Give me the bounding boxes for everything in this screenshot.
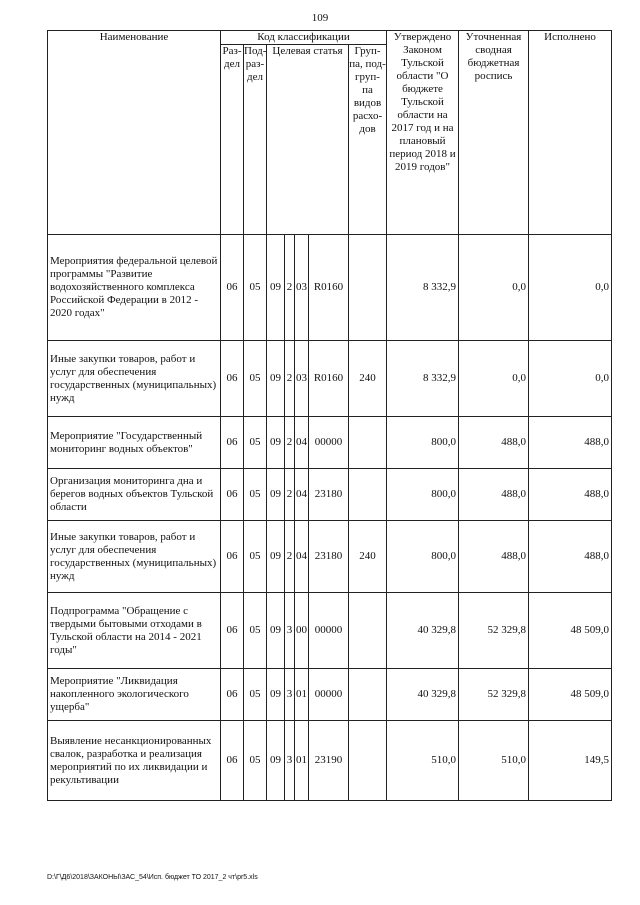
group-cell: 240: [349, 521, 387, 593]
refined-amount: 510,0: [459, 721, 529, 801]
target-part-1: 09: [267, 469, 285, 521]
file-path-footer: D:\Г\Д6\2018\ЗАКОНЫ\ЗАС_54\Исп. бюджет ТО 2017_2 чт\pr5.xls: [47, 874, 258, 881]
table-row: [48, 341, 612, 417]
header-razdel: Раз- дел: [221, 45, 244, 235]
table-row: [48, 235, 612, 341]
row-name: Выявление несанкционированных свалок, разработка и реализация мероприятий по их ликвидации и рекультивации: [48, 721, 221, 801]
target-part-3: 03: [295, 341, 309, 417]
refined-amount: 52 329,8: [459, 669, 529, 721]
approved-amount: 40 329,8: [387, 593, 459, 669]
header-group: Груп- па, под- груп- па видов расхо- дов: [349, 45, 387, 235]
table-row: [48, 417, 612, 469]
podrazdel-cell: 05: [244, 469, 267, 521]
refined-amount: 488,0: [459, 469, 529, 521]
razdel-cell: 06: [221, 593, 244, 669]
row-name: Подпрограмма "Обращение с твердыми бытовыми отходами в Тульской области на 2014 - 2021 годы": [48, 593, 221, 669]
table-row: [48, 469, 612, 521]
row-name: Мероприятие "Государственный мониторинг водных объектов": [48, 417, 221, 469]
target-part-3: 01: [295, 669, 309, 721]
target-part-1: 09: [267, 721, 285, 801]
target-part-2: 2: [285, 469, 295, 521]
target-part-2: 2: [285, 235, 295, 341]
executed-amount: 488,0: [529, 417, 612, 469]
target-part-4: R0160: [309, 235, 349, 341]
executed-amount: 0,0: [529, 235, 612, 341]
refined-amount: 52 329,8: [459, 593, 529, 669]
target-part-4: 00000: [309, 593, 349, 669]
target-part-4: 00000: [309, 417, 349, 469]
row-name: Иные закупки товаров, работ и услуг для обеспечения государственных (муниципальных) нужд: [48, 341, 221, 417]
group-cell: 240: [349, 341, 387, 417]
executed-amount: 488,0: [529, 469, 612, 521]
target-part-4: 23180: [309, 469, 349, 521]
target-part-1: 09: [267, 341, 285, 417]
header-approved: Утверждено Законом Тульской области "О бюджете Тульской области на 2017 год и на плановый период 2018 и 2019 годов": [387, 31, 459, 235]
razdel-cell: 06: [221, 669, 244, 721]
header-target: Целевая статья: [267, 45, 349, 235]
target-part-4: 23180: [309, 521, 349, 593]
podrazdel-cell: 05: [244, 417, 267, 469]
table-row: [48, 521, 612, 593]
approved-amount: 8 332,9: [387, 341, 459, 417]
target-part-1: 09: [267, 593, 285, 669]
row-name: Иные закупки товаров, работ и услуг для обеспечения государственных (муниципальных) нужд: [48, 521, 221, 593]
podrazdel-cell: 05: [244, 341, 267, 417]
row-name: Организация мониторинга дна и берегов водных объектов Тульской области: [48, 469, 221, 521]
target-part-2: 2: [285, 417, 295, 469]
group-cell: [349, 721, 387, 801]
target-part-2: 3: [285, 669, 295, 721]
approved-amount: 800,0: [387, 521, 459, 593]
target-part-3: 04: [295, 521, 309, 593]
podrazdel-cell: 05: [244, 593, 267, 669]
executed-amount: 0,0: [529, 341, 612, 417]
refined-amount: 488,0: [459, 417, 529, 469]
podrazdel-cell: 05: [244, 669, 267, 721]
target-part-1: 09: [267, 417, 285, 469]
group-cell: [349, 469, 387, 521]
target-part-2: 2: [285, 521, 295, 593]
approved-amount: 510,0: [387, 721, 459, 801]
header-name: Наименование: [48, 31, 221, 235]
podrazdel-cell: 05: [244, 521, 267, 593]
budget-table: [47, 30, 612, 801]
group-cell: [349, 417, 387, 469]
target-part-3: 03: [295, 235, 309, 341]
group-cell: [349, 669, 387, 721]
executed-amount: 149,5: [529, 721, 612, 801]
target-part-1: 09: [267, 235, 285, 341]
row-name: Мероприятия федеральной целевой программы "Развитие водохозяйственного комплекса Российской Федерации в 2012 - 2020 годах": [48, 235, 221, 341]
target-part-3: 04: [295, 417, 309, 469]
table-row: [48, 593, 612, 669]
refined-amount: 0,0: [459, 341, 529, 417]
executed-amount: 48 509,0: [529, 593, 612, 669]
group-cell: [349, 235, 387, 341]
header-refined: Уточненная сводная бюджетная роспись: [459, 31, 529, 235]
razdel-cell: 06: [221, 417, 244, 469]
target-part-4: 23190: [309, 721, 349, 801]
approved-amount: 8 332,9: [387, 235, 459, 341]
target-part-4: R0160: [309, 341, 349, 417]
table-row: [48, 721, 612, 801]
header-executed: Исполнено: [529, 31, 612, 235]
razdel-cell: 06: [221, 469, 244, 521]
podrazdel-cell: 05: [244, 235, 267, 341]
razdel-cell: 06: [221, 721, 244, 801]
row-name: Мероприятие "Ликвидация накопленного экологического ущерба": [48, 669, 221, 721]
target-part-1: 09: [267, 521, 285, 593]
target-part-2: 3: [285, 721, 295, 801]
target-part-3: 01: [295, 721, 309, 801]
target-part-4: 00000: [309, 669, 349, 721]
razdel-cell: 06: [221, 235, 244, 341]
refined-amount: 0,0: [459, 235, 529, 341]
table-row: [48, 669, 612, 721]
refined-amount: 488,0: [459, 521, 529, 593]
approved-amount: 800,0: [387, 469, 459, 521]
target-part-1: 09: [267, 669, 285, 721]
header-podrazdel: Под- раз- дел: [244, 45, 267, 235]
header-code-group: Код классификации: [221, 31, 387, 45]
razdel-cell: 06: [221, 341, 244, 417]
target-part-2: 2: [285, 341, 295, 417]
executed-amount: 48 509,0: [529, 669, 612, 721]
group-cell: [349, 593, 387, 669]
target-part-2: 3: [285, 593, 295, 669]
approved-amount: 40 329,8: [387, 669, 459, 721]
razdel-cell: 06: [221, 521, 244, 593]
page-number: 109: [311, 12, 329, 24]
approved-amount: 800,0: [387, 417, 459, 469]
executed-amount: 488,0: [529, 521, 612, 593]
target-part-3: 04: [295, 469, 309, 521]
podrazdel-cell: 05: [244, 721, 267, 801]
target-part-3: 00: [295, 593, 309, 669]
